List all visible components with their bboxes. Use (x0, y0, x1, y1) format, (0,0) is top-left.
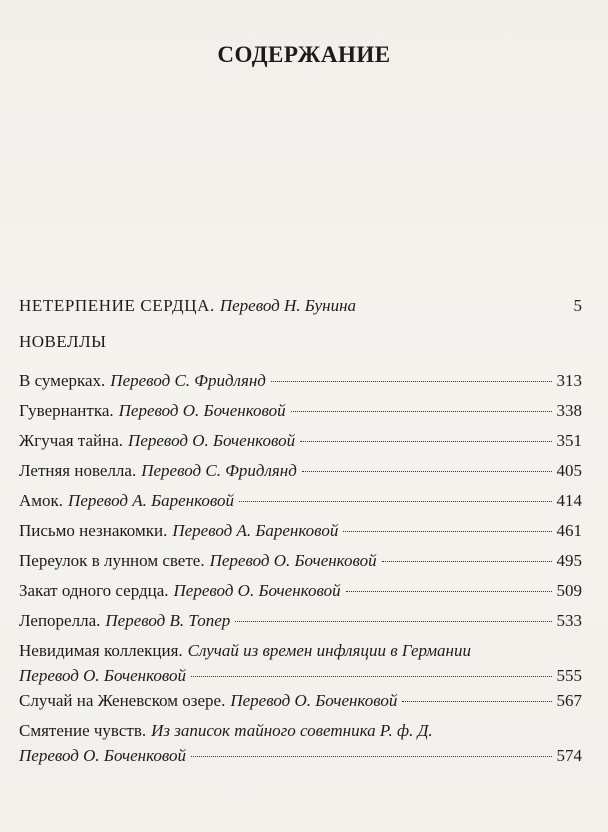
entry-title: Летняя новелла. (19, 461, 137, 480)
toc-entry-7 (19, 578, 582, 603)
dot-leader (191, 756, 551, 757)
entry-translator: Перевод О. Боченковой (230, 691, 398, 710)
toc-line (19, 638, 582, 663)
toc-entry-3 (19, 458, 582, 483)
entry-title: Переулок в лунном свете. (19, 551, 205, 570)
dot-leader (343, 531, 551, 532)
entry-page: 509 (556, 581, 582, 600)
entry-translator: Перевод О. Боченковой (19, 746, 187, 765)
entry-translator: Перевод О. Боченковой (209, 551, 377, 570)
entry-page: 313 (556, 371, 582, 390)
toc-line (19, 718, 582, 743)
entry-page: 338 (556, 401, 582, 420)
dot-leader (346, 591, 552, 592)
entry-title: Случай на Женевском озере. (19, 691, 226, 710)
entry-page: 461 (556, 521, 582, 540)
toc-line (19, 488, 582, 513)
toc-line (19, 548, 582, 573)
entry-title: Письмо незнакомки. (19, 521, 168, 540)
entry-translator: Перевод О. Боченковой (19, 666, 187, 685)
entry-page: 5 (573, 296, 582, 315)
entry-title: В сумерках. (19, 371, 106, 390)
entry-page: 405 (556, 461, 582, 480)
toc-entry-4 (19, 488, 582, 513)
toc-entry-11 (19, 718, 582, 768)
entry-title: Смятение чувств. (19, 721, 147, 740)
entry-title: Гувернантка. (19, 401, 114, 420)
toc-line (19, 663, 582, 688)
toc-entry-1 (19, 398, 582, 423)
toc-line (19, 518, 582, 543)
toc-line (19, 293, 582, 318)
entry-title: Жгучая тайна. (19, 431, 124, 450)
entry-translator: Перевод А. Баренковой (172, 521, 339, 540)
toc-entry-9 (19, 638, 582, 688)
dot-leader (300, 441, 551, 442)
toc-entry-2 (19, 428, 582, 453)
toc-line (19, 688, 582, 713)
entry-translator: Перевод С. Фридлянд (141, 461, 297, 480)
entry-translator: Перевод Н. Бунина (219, 296, 357, 315)
entry-page: 414 (556, 491, 582, 510)
dot-leader (291, 411, 552, 412)
entry-page: 495 (556, 551, 582, 570)
dot-leader (402, 701, 551, 702)
toc-line (19, 743, 582, 768)
toc-entry-6 (19, 548, 582, 573)
entry-translator: Перевод В. Топер (105, 611, 231, 630)
toc-entry-main-work (19, 293, 582, 318)
dot-leader (382, 561, 552, 562)
toc-line (19, 368, 582, 393)
toc-entry-8 (19, 608, 582, 633)
entry-subtitle: Из записок тайного советника Р. ф. Д. (151, 721, 433, 740)
toc-entry-5 (19, 518, 582, 543)
entry-subtitle: Случай из времен инфляции в Германии (187, 641, 471, 660)
toc-entry-0 (19, 368, 582, 393)
entry-page: 555 (556, 666, 582, 685)
entry-page: 533 (556, 611, 582, 630)
dot-leader (239, 501, 551, 502)
dot-leader (302, 471, 552, 472)
entry-translator: Перевод А. Баренковой (68, 491, 235, 510)
dot-leader (235, 621, 551, 622)
section-title: НОВЕЛЛЫ (19, 332, 107, 351)
entry-page: 351 (556, 431, 582, 450)
entry-translator: Перевод О. Боченковой (173, 581, 341, 600)
entry-translator: Перевод О. Боченковой (128, 431, 296, 450)
dot-leader (271, 381, 552, 382)
dot-leader (191, 676, 551, 677)
entry-title: Невидимая коллекция. (19, 641, 183, 660)
toc-entry-10 (19, 688, 582, 713)
toc-line (19, 608, 582, 633)
toc-line (19, 428, 582, 453)
toc-line (19, 398, 582, 423)
entry-title: НЕТЕРПЕНИЕ СЕРДЦА. (19, 296, 215, 315)
toc-line (19, 458, 582, 483)
page-title: СОДЕРЖАНИЕ (217, 42, 391, 67)
entry-translator: Перевод О. Боченковой (118, 401, 286, 420)
entry-translator: Перевод С. Фридлянд (110, 371, 266, 390)
toc-line (19, 578, 582, 603)
entry-title: Амок. (19, 491, 64, 510)
entry-title: Лепорелла. (19, 611, 101, 630)
entry-page: 574 (556, 746, 582, 765)
entry-page: 567 (556, 691, 582, 710)
entry-title: Закат одного сердца. (19, 581, 169, 600)
